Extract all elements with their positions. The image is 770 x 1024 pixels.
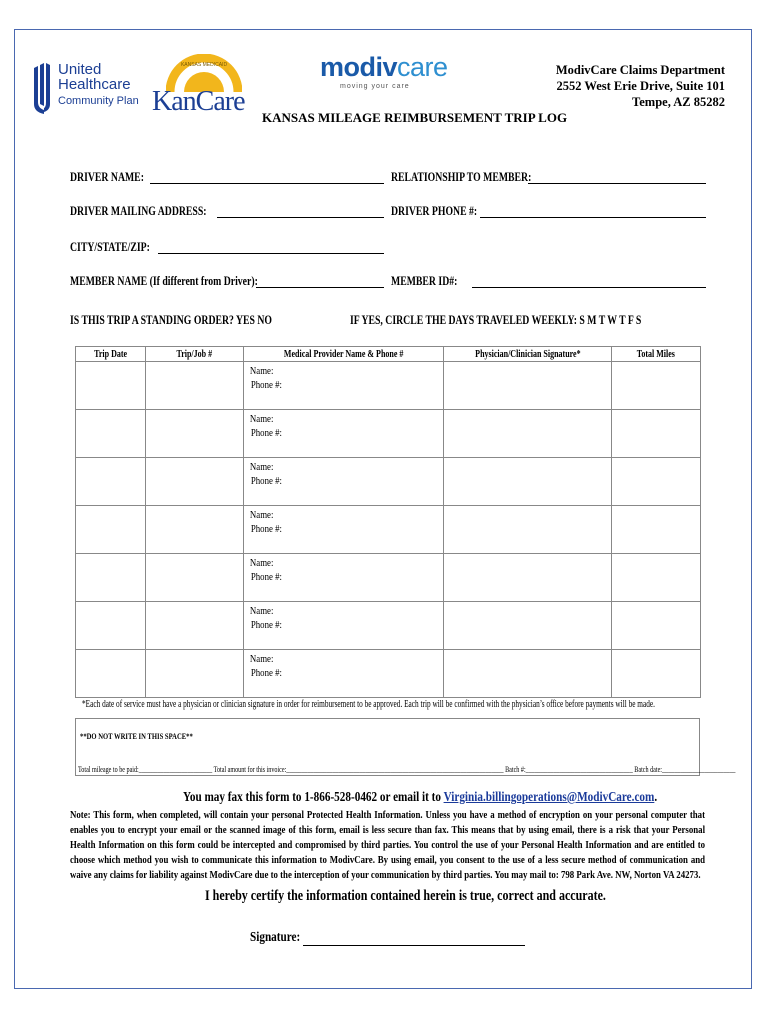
total-miles-cell[interactable] (612, 602, 701, 650)
signature-cell[interactable] (444, 602, 612, 650)
trip-date-cell[interactable] (76, 362, 146, 410)
total-miles-cell[interactable] (612, 650, 701, 698)
table-row (76, 458, 701, 506)
member-id-label: MEMBER ID#: (391, 274, 458, 288)
kancare-logo (152, 54, 244, 126)
fax-period: . (654, 790, 658, 805)
provider-cell[interactable]: Name: Phone #: (244, 554, 444, 602)
modivcare-tagline: moving your care (340, 83, 410, 90)
trip-job-cell[interactable] (146, 602, 244, 650)
trip-job-cell[interactable] (146, 410, 244, 458)
uhc-logo-line3: Community Plan (58, 95, 139, 107)
driver-name-field[interactable] (150, 183, 384, 184)
table-row (76, 650, 701, 698)
fax-text: You may fax this form to 1-866-528-0462 or email it to (183, 790, 444, 805)
header-provider: Medical Provider Name & Phone # (244, 347, 444, 362)
provider-cell[interactable]: Name: Phone #: (244, 506, 444, 554)
signature-label: Signature: (250, 930, 301, 945)
provider-cell[interactable]: Name: Phone #: (244, 650, 444, 698)
provider-cell[interactable]: Name: Phone #: (244, 410, 444, 458)
certification-statement: I hereby certify the information contained herein is true, correct and accurate. (205, 888, 606, 904)
signature-cell[interactable] (444, 410, 612, 458)
city-state-zip-field[interactable] (158, 253, 384, 254)
member-id-field[interactable] (472, 287, 706, 288)
header-trip-job: Trip/Job # (146, 347, 244, 362)
office-use-box (75, 718, 736, 776)
signature-cell[interactable] (444, 362, 612, 410)
provider-cell[interactable]: Name: Phone #: (244, 602, 444, 650)
trip-job-cell[interactable] (146, 506, 244, 554)
uhc-logo-line1: United (58, 61, 102, 78)
kancare-wordmark: KanCare (152, 86, 245, 117)
department-city: Tempe, AZ 85282 (632, 95, 725, 109)
trip-date-cell[interactable] (76, 410, 146, 458)
total-miles-cell[interactable] (612, 506, 701, 554)
relationship-field[interactable] (528, 183, 706, 184)
unitedhealthcare-logo (32, 62, 142, 122)
driver-phone-field[interactable] (480, 217, 706, 218)
batch-number-label: Batch #: (505, 764, 526, 774)
uhc-logo-line2: Healthcare (58, 76, 131, 93)
signature-cell[interactable] (444, 458, 612, 506)
member-name-field[interactable] (256, 287, 384, 288)
trip-date-cell[interactable] (76, 506, 146, 554)
trip-job-cell[interactable] (146, 554, 244, 602)
trip-date-cell[interactable] (76, 458, 146, 506)
header-trip-date: Trip Date (76, 347, 146, 362)
trip-date-cell[interactable] (76, 554, 146, 602)
mailing-address-label: DRIVER MAILING ADDRESS: (70, 204, 207, 218)
total-miles-cell[interactable] (612, 362, 701, 410)
relationship-label: RELATIONSHIP TO MEMBER: (391, 170, 532, 184)
signature-cell[interactable] (444, 650, 612, 698)
privacy-note-text: Note: This form, when completed, will contain your personal Protected Health Information. Unless you have a method of encryption on your personal computer that enables you to encrypt your email or the scanned image of this form, email is less secure than fax. This means that by using email, there is a risk that your Personal Health Information on this form could be intercepted and compromised by third parties. You control the use of your Personal Health Information and are entitled to choose which method you wish to communicate this information to ModivCare. By using email, you consent to the use of a less secure method of communication and waive any claims for liability against ModivCare due to the interception of your communication by third parties. You may mail to: 798 Park Ave. NW, Norton VA 24273. (70, 810, 706, 881)
claims-department-address (556, 62, 725, 110)
modivcare-word-modiv: modiv (320, 52, 398, 82)
city-state-zip-label: CITY/STATE/ZIP: (70, 240, 150, 254)
header-total-miles: Total Miles (612, 347, 701, 362)
trip-job-cell[interactable] (146, 650, 244, 698)
email-link[interactable]: Virginia.billingoperations@ModivCare.com (443, 790, 655, 805)
office-use-fields: Total mileage to be paid:________________________ Total amount for this invoice:_______________________________________________________________________ Batch #:___________________________________ Batch date:________________________ (78, 764, 736, 774)
signature-footnote: *Each date of service must have a physician or clinician signature in order for reimbursement to be approved. Each trip will be confirmed with the physician’s office before payments will be made. (82, 699, 655, 710)
batch-date-label: Batch date: (634, 764, 662, 774)
total-mileage-label: Total mileage to be paid: (78, 764, 139, 774)
modivcare-logo (320, 52, 448, 90)
modivcare-word-care: care (397, 52, 448, 82)
header-signature: Physician/Clinician Signature* (444, 347, 612, 362)
driver-name-label: DRIVER NAME: (70, 170, 144, 184)
signature-cell[interactable] (444, 554, 612, 602)
driver-phone-label: DRIVER PHONE #: (391, 204, 478, 218)
signature-field[interactable] (303, 945, 525, 946)
table-header-row (76, 347, 701, 362)
mailing-address-field[interactable] (217, 217, 384, 218)
total-amount-label: Total amount for this invoice: (213, 764, 287, 774)
department-name: ModivCare Claims Department (555, 63, 725, 77)
kancare-arc-text: KANSAS MEDICAID (180, 62, 228, 68)
trip-job-cell[interactable] (146, 362, 244, 410)
form-title: KANSAS MILEAGE REIMBURSEMENT TRIP LOG (262, 110, 568, 125)
total-miles-cell[interactable] (612, 410, 701, 458)
table-row (76, 362, 701, 410)
trip-log-table (75, 346, 701, 698)
standing-order-question[interactable]: IS THIS TRIP A STANDING ORDER? YES NO (70, 313, 273, 327)
do-not-write-heading: **DO NOT WRITE IN THIS SPACE** (80, 731, 193, 741)
table-row (76, 410, 701, 458)
trip-job-cell[interactable] (146, 458, 244, 506)
privacy-note (70, 808, 705, 883)
provider-cell[interactable]: Name: Phone #: (244, 362, 444, 410)
table-row (76, 506, 701, 554)
uhc-shield-icon (32, 62, 54, 114)
total-miles-cell[interactable] (612, 554, 701, 602)
table-row (76, 554, 701, 602)
total-miles-cell[interactable] (612, 458, 701, 506)
days-traveled-weekly[interactable]: IF YES, CIRCLE THE DAYS TRAVELED WEEKLY: S M T W T F S (350, 313, 642, 327)
provider-cell[interactable]: Name: Phone #: (244, 458, 444, 506)
trip-date-cell[interactable] (76, 650, 146, 698)
signature-cell[interactable] (444, 506, 612, 554)
table-row (76, 602, 701, 650)
department-street: 2552 West Erie Drive, Suite 101 (556, 79, 725, 93)
trip-date-cell[interactable] (76, 602, 146, 650)
member-name-label: MEMBER NAME (If different from Driver): (70, 274, 258, 288)
fax-email-instructions (183, 790, 657, 806)
